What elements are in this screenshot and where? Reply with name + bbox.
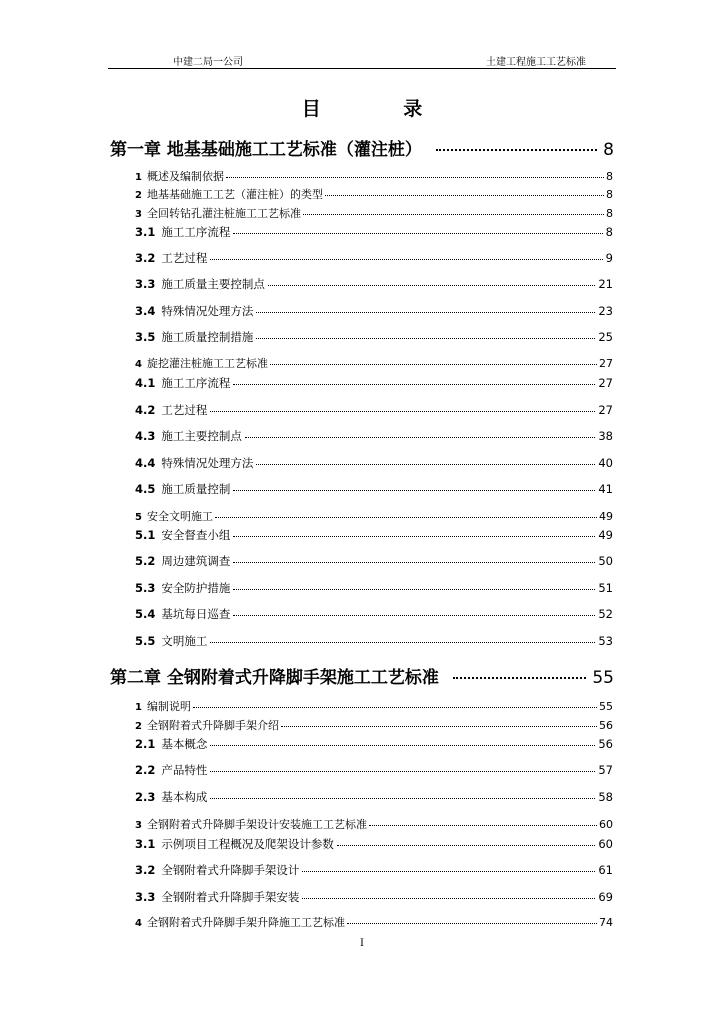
toc-entry-text: 施工质量主要控制点 [161,277,265,291]
toc-entry-text: 全钢附着式升降脚手架设计 [161,863,300,877]
toc-entry-text: 地基基础施工工艺（灌注桩）的类型 [146,188,323,201]
dot-leader [233,536,595,537]
toc-entry-text: 施工质量控制 [161,482,231,496]
toc-entry[interactable] [0,717,724,733]
toc-entry-label [135,789,207,805]
toc-entry-label [135,914,345,930]
toc-entry-text: 安全督查小组 [161,528,231,542]
toc-entry-text: 全钢附着式升降脚手架安装 [161,890,300,904]
dot-leader [233,589,595,590]
dot-leader [325,195,604,196]
dot-leader [270,364,597,365]
toc-entry-label [135,527,230,543]
dot-leader [210,642,595,643]
toc-entry-page: 27 [599,357,613,370]
toc-entry-label [135,736,207,752]
toc-entry-text: 施工工序流程 [161,376,231,390]
toc-entry[interactable] [0,914,724,930]
toc-entry-label [135,402,207,418]
toc-entry-number: 1 [135,702,142,713]
toc-entry[interactable] [0,355,724,371]
toc-entry[interactable] [0,276,724,292]
toc-entry-number: 2 [135,721,142,732]
toc-entry-text: 基本构成 [161,790,208,804]
toc-entry-page: 56 [598,737,613,751]
dot-leader [233,384,595,385]
toc-entry-label [135,205,301,221]
toc-entry[interactable] [0,303,724,319]
toc-entry-label [135,762,207,778]
toc-entry[interactable] [0,836,724,852]
toc-entry-page: 60 [598,837,613,851]
toc-entry[interactable] [0,789,724,805]
dot-leader [436,149,597,151]
toc-entry-label [135,168,224,184]
toc-entry-label [135,836,334,852]
toc-entry-number: 4.2 [135,403,156,417]
toc-entry-page: 8 [605,225,613,239]
toc-entry-page: 49 [598,528,613,542]
toc-entry-text: 示例项目工程概况及爬架设计参数 [161,837,334,851]
toc-entry-label [135,303,253,319]
toc-entry-number: 2.2 [135,763,156,777]
toc-entry-text: 工艺过程 [161,251,208,265]
toc-entry-page: 27 [598,403,613,417]
toc-entry-page: 57 [598,763,613,777]
toc-entry-label [135,224,230,240]
toc-entry-number: 2.1 [135,737,156,751]
toc-entry[interactable] [0,762,724,778]
toc-entry-page: 55 [592,668,614,688]
toc-chapter-entry[interactable] [0,135,724,160]
toc-entry-label [135,717,279,733]
toc-entry[interactable] [0,508,724,524]
dot-leader [210,411,595,412]
toc-entry-number: 4.3 [135,429,156,443]
toc-entry-page: 8 [606,170,613,183]
toc-entry-label [135,862,299,878]
toc-entry-page: 69 [598,890,613,904]
toc-entry[interactable] [0,862,724,878]
dot-leader [215,517,597,518]
toc-entry-number: 2.3 [135,790,156,804]
toc-entry[interactable] [0,816,724,832]
toc-entry-page: 52 [598,607,613,621]
toc-entry-page: 58 [598,790,613,804]
dot-leader [281,726,597,727]
dot-leader [226,177,604,178]
dot-leader [210,771,595,772]
toc-entry-text: 特殊情况处理方法 [161,456,254,470]
toc-entry-label [135,250,207,266]
toc-entry-number: 5.3 [135,581,156,595]
toc-entry-page: 53 [598,634,613,648]
toc-entry-number: 5.4 [135,607,156,621]
dot-leader [302,898,595,899]
toc-entry-number: 4 [135,359,142,370]
toc-entry-label [135,553,230,569]
toc-entry-text: 全钢附着式升降脚手架介绍 [146,719,279,732]
dot-leader [210,745,595,746]
toc-entry-number: 5.1 [135,528,156,542]
toc-entry-label [135,455,253,471]
dot-leader [256,338,595,339]
toc-entry-number: 3.2 [135,251,156,265]
toc-entry-number: 3 [135,820,142,831]
dot-leader [233,615,595,616]
toc-entry-number: 4.1 [135,376,156,390]
toc-entry[interactable] [0,224,724,240]
toc-entry-page: 60 [599,818,613,831]
toc-entry-text: 安全文明施工 [146,510,213,523]
toc-entry[interactable] [0,186,724,202]
toc-entry-text: 第二章 全钢附着式升降脚手架施工工艺标准 [110,668,439,688]
toc-entry[interactable] [0,168,724,184]
toc-entry-page: 61 [598,863,613,877]
toc-entry-label [135,186,323,202]
toc-entry-number: 3.3 [135,277,156,291]
toc-entry-number: 3.1 [135,837,156,851]
toc-entry[interactable] [0,553,724,569]
toc-entry-number: 3.3 [135,890,156,904]
dot-leader [369,825,597,826]
dot-leader [233,490,595,491]
toc-entry-page: 8 [606,188,613,201]
toc-entry-label [135,329,253,345]
page-header [108,50,616,69]
toc-entry-page: 41 [598,482,613,496]
toc-entry[interactable] [0,698,724,714]
toc-entry[interactable] [0,606,724,622]
toc-entry-page: 50 [598,554,613,568]
toc-entry-page: 74 [599,916,613,929]
toc-entry[interactable] [0,428,724,444]
dot-leader [210,798,595,799]
toc-entry-label [135,606,230,622]
toc-entry-page: 27 [598,376,613,390]
toc-entry-label [135,580,230,596]
toc-entry-number: 3 [135,209,142,220]
toc-entry-label [135,889,299,905]
toc-entry-label [135,355,268,371]
toc-entry-label [135,481,230,497]
toc-entry-number: 5 [135,512,142,523]
dot-leader [256,312,595,313]
toc-entry[interactable] [0,250,724,266]
toc-entry-page: 25 [598,330,613,344]
dot-leader [193,707,597,708]
toc-entry-page: 56 [599,719,613,732]
toc-entry[interactable] [0,633,724,649]
toc-entry-number: 3.2 [135,863,156,877]
toc-entry-text: 基本概念 [161,737,208,751]
toc-entry-label [135,816,367,832]
toc-entry-text: 施工工序流程 [161,225,231,239]
dot-leader [210,259,602,260]
toc-entry[interactable] [0,736,724,752]
toc-entry[interactable] [0,329,724,345]
page-number: I [360,938,364,949]
toc-entry-text: 全钢附着式升降脚手架升降施工工艺标准 [146,916,345,929]
dot-leader [337,845,595,846]
toc-entry-label [135,633,207,649]
toc-entry-label [135,698,191,714]
toc-chapter-entry[interactable] [0,663,724,688]
toc-entry-number: 4.5 [135,482,156,496]
toc-entry-text: 编制说明 [146,700,191,713]
toc-entry-label [135,508,213,524]
toc-entry-page: 49 [599,510,613,523]
toc-entry-text: 旋挖灌注桩施工工艺标准 [146,357,268,370]
toc-entry-page: 51 [598,581,613,595]
dot-leader [233,233,602,234]
toc-entry-text: 第一章 地基基础施工工艺标准（灌注桩） [110,140,422,160]
toc-entry[interactable] [0,481,724,497]
toc-entry[interactable] [0,375,724,391]
toc-entry-text: 周边建筑调查 [161,554,231,568]
toc-entry-text: 基坑每日巡查 [161,607,231,621]
toc-entry[interactable] [0,205,724,221]
toc-entry-page: 9 [605,251,613,265]
toc-entry[interactable] [0,402,724,418]
toc-entry-number: 2 [135,190,142,201]
toc-entry-number: 3.5 [135,330,156,344]
toc-entry-text: 概述及编制依据 [146,170,224,183]
header-company: 中建二局一公司 [173,57,243,68]
toc-entry-page: 40 [598,456,613,470]
toc-entry-label [110,135,422,160]
toc-entry-number: 5.5 [135,634,156,648]
toc-entry[interactable] [0,527,724,543]
toc-entry-page: 55 [599,700,613,713]
toc-entry-text: 全钢附着式升降脚手架设计安装施工工艺标准 [146,818,367,831]
toc-entry-number: 5.2 [135,554,156,568]
toc-entry-page: 8 [606,207,613,220]
toc-entry-text: 工艺过程 [161,403,208,417]
toc-entry-text: 特殊情况处理方法 [161,304,254,318]
toc-title: 目 录 [301,98,461,120]
dot-leader [245,437,595,438]
toc-entry[interactable] [0,580,724,596]
dot-leader [303,214,604,215]
toc-entry-number: 3.4 [135,304,156,318]
toc-entry-text: 施工主要控制点 [161,429,242,443]
dot-leader [256,464,595,465]
toc-entry-page: 23 [598,304,613,318]
header-document-title: 土建工程施工工艺标准 [486,57,586,68]
toc-entry-label [135,276,265,292]
toc-entry-text: 文明施工 [161,634,208,648]
toc-entry-text: 施工质量控制措施 [161,330,254,344]
toc-entry[interactable] [0,455,724,471]
dot-leader [233,562,595,563]
toc-entry-number: 4.4 [135,456,156,470]
toc-entry-text: 安全防护措施 [161,581,231,595]
toc-entry-page: 38 [598,429,613,443]
toc-entry-number: 1 [135,172,142,183]
toc-entry-label [135,428,242,444]
dot-leader [302,871,595,872]
toc-entry[interactable] [0,889,724,905]
toc-entry-text: 产品特性 [161,763,208,777]
dot-leader [268,285,595,286]
toc-entry-label [110,663,439,688]
dot-leader [453,677,586,679]
dot-leader [347,923,597,924]
toc-entry-page: 21 [598,277,613,291]
toc-entry-text: 全回转钻孔灌注桩施工工艺标准 [146,207,301,220]
toc-entry-number: 4 [135,918,142,929]
toc-entry-label [135,375,230,391]
toc-entry-number: 3.1 [135,225,156,239]
toc-entry-page: 8 [603,140,614,160]
